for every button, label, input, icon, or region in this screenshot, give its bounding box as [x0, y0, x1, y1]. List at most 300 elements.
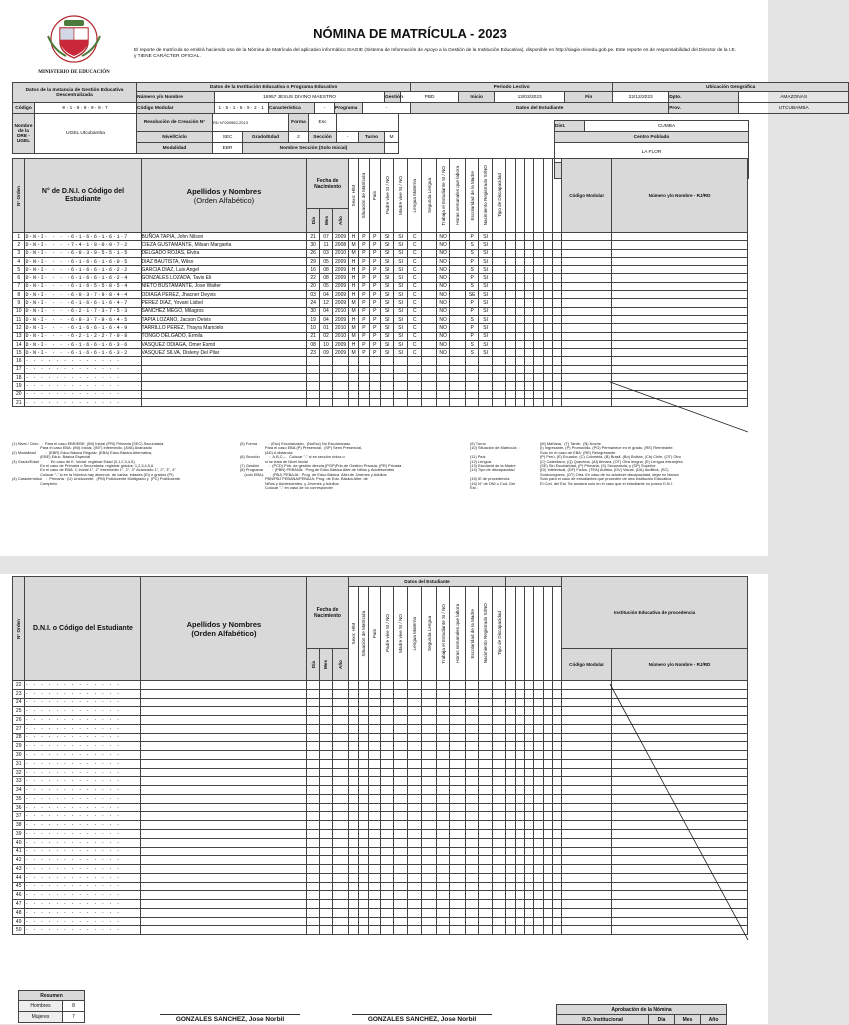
blank-cell [492, 733, 506, 742]
student-dni: · · · · · · · · · · · · · [25, 716, 141, 725]
blank-cell [506, 689, 515, 698]
procedencia-nombre [612, 315, 748, 323]
blank-cell [407, 742, 422, 751]
blank-cell [319, 856, 332, 865]
blank-cell [506, 241, 515, 249]
blank-cell [348, 751, 358, 760]
blank-cell [319, 382, 332, 390]
blank-cell [492, 324, 505, 332]
birth-year: 2010 [333, 324, 349, 332]
centro-label: Centro Poblado [555, 132, 749, 143]
blank-cell [465, 865, 478, 874]
blank-cell [506, 390, 515, 398]
student-hor [450, 349, 466, 357]
row-number: 31 [13, 759, 25, 768]
blank-cell [348, 365, 358, 373]
blank-cell [348, 847, 358, 856]
blank-cell [492, 332, 505, 340]
blank-cell [369, 374, 380, 382]
blank-cell [492, 266, 505, 274]
blank-cell [407, 908, 422, 917]
student-seg [422, 340, 437, 348]
blank-cell [394, 891, 407, 900]
blank-cell [348, 803, 358, 812]
blank-cell [450, 891, 466, 900]
birth-month: 12 [319, 299, 332, 307]
blank-cell [422, 689, 437, 698]
blank-cell [407, 821, 422, 830]
procedencia-nombre [612, 349, 748, 357]
blank-cell [359, 856, 369, 865]
blank-cell [307, 882, 319, 891]
blank-cell [515, 266, 524, 274]
blank-cell [524, 698, 533, 707]
blank-cell [307, 357, 319, 365]
blank-cell [141, 365, 307, 373]
blank-cell [436, 724, 449, 733]
row-number: 10 [13, 307, 25, 315]
procedencia-codigo [562, 324, 612, 332]
blank-cell [359, 357, 369, 365]
blank-cell [307, 865, 319, 874]
blank-cell [543, 917, 552, 926]
blank-cell [543, 698, 552, 707]
student-mad: SI [394, 315, 407, 323]
blank-cell [506, 838, 515, 847]
blank-cell [492, 398, 505, 406]
blank-cell [450, 786, 466, 795]
blank-cell [333, 847, 349, 856]
aprobacion-heading: Aprobación de la Nómina [557, 1005, 727, 1015]
blank-cell [141, 838, 307, 847]
student-tra: NO [436, 257, 449, 265]
ie-turno-value: M [385, 132, 399, 143]
blank-cell [465, 689, 478, 698]
blank-cell [552, 742, 561, 751]
blank-cell [543, 357, 552, 365]
blank-cell [479, 865, 492, 874]
blank-cell [307, 382, 319, 390]
student-pad: SI [380, 233, 393, 241]
blank-cell [407, 847, 422, 856]
blank-cell [552, 374, 561, 382]
blank-cell [515, 724, 524, 733]
student-mad: SI [394, 249, 407, 257]
blank-cell [543, 266, 552, 274]
blank-cell [359, 681, 369, 690]
blank-cell [543, 847, 552, 856]
student-sit: P [359, 324, 369, 332]
blank-cell [141, 777, 307, 786]
blank-cell [552, 299, 561, 307]
student-dni: · · · · · · · · · · · · · [25, 751, 141, 760]
blank-cell [333, 751, 349, 760]
student-hor [450, 324, 466, 332]
blank-cell [492, 812, 506, 821]
birth-year: 2010 [333, 332, 349, 340]
student-dni: · · · · · · · · · · · · · [25, 365, 141, 373]
blank-cell [543, 365, 552, 373]
student-dni: · · · · · · · · · · · · · [25, 733, 141, 742]
blank-cell [515, 891, 524, 900]
procedencia-codigo [562, 249, 612, 257]
student-name: TARRILLO PEREZ, Thayra Maricielo [141, 324, 307, 332]
student-s: M [348, 249, 358, 257]
blank-cell [506, 716, 515, 725]
blank-cell [492, 917, 506, 926]
ie-numero-label: Número y/o Nombre [137, 92, 215, 103]
blank-cell [506, 249, 515, 257]
blank-cell [534, 315, 543, 323]
student-dni: · · · · · · · · · · · · · [25, 681, 141, 690]
blank-cell [492, 233, 505, 241]
blank-cell [394, 398, 407, 406]
blank-cell [450, 733, 466, 742]
student-dni: · · · · · · · · · · · · · [25, 742, 141, 751]
blank-cell [307, 803, 319, 812]
blank-cell [359, 917, 369, 926]
blank-cell [307, 724, 319, 733]
blank-cell [534, 291, 543, 299]
blank-cell [492, 716, 506, 725]
blank-cell [450, 390, 466, 398]
col-dni: N° de D.N.I. o Código del Estudiante [25, 159, 141, 233]
blank-cell [562, 838, 612, 847]
notes-col-4: (M) Mañana, (T) Tarde, (N) Noche (I) Ingresante, (P) Promovido, (PG) Permanece en el grado, (RE) Reentrante. Solo en el caso de EBA: (RE) Reingresante (P) Perú, (E) Ecuador, (C) Colombia, (B) Brasil, (Bo) Bolivia, (Ch) Chile, (OT) Otro (C) Castellano, (Q) Quechua, (AI) Aimara, (OT) Otra lengua, (E) Lengua extranjera. (SE) Sin Escolaridad, (P) Primaria, (S) Secundaria, y (SP) Superior (DI) Intelectual, (DF) Física, (TEA) Autista, (DV) Visual, (DA) Auditiva, (SC) Sordoceguera, (OT) Otra. En caso de no adolecer discapacidad, dejar en blanco Solo para el caso de estudiantes que proceden de otra Institución Educativa El Cód. del Est. Se anotará solo en el caso que el estudiante no posea D.N.I. [540, 441, 684, 486]
blank-cell [436, 830, 449, 839]
blank-cell [479, 830, 492, 839]
col2-datos: Datos del Estudiante [348, 577, 506, 587]
blank-cell [319, 812, 332, 821]
blank-cell [369, 917, 380, 926]
blank-cell [492, 299, 505, 307]
blank-cell [524, 759, 533, 768]
student-dni: · · · · · · · · · · · · · [25, 882, 141, 891]
blank-cell [422, 742, 437, 751]
blank-cell [436, 698, 449, 707]
blank-cell [348, 838, 358, 847]
ie-modalidad-label: Modalidad [137, 143, 213, 154]
blank-cell [492, 873, 506, 882]
student-nac: SI [479, 291, 492, 299]
blank-cell [534, 830, 543, 839]
blank-cell [394, 374, 407, 382]
dpto-value: AMAZONAS [739, 92, 849, 103]
student-tra: NO [436, 266, 449, 274]
row-number: 8 [13, 291, 25, 299]
procedencia-codigo [562, 241, 612, 249]
blank-cell [479, 382, 492, 390]
blank-cell [465, 830, 478, 839]
ie-gestion-value: PBD [401, 92, 459, 103]
birth-month: 04 [319, 307, 332, 315]
blank-cell [492, 724, 506, 733]
blank-cell [515, 847, 524, 856]
student-sit: P [359, 282, 369, 290]
blank-cell [319, 716, 332, 725]
blank-cell [515, 307, 524, 315]
student-dni: · · · · · · · · · · · · · [25, 698, 141, 707]
blank-cell [141, 803, 307, 812]
blank-cell [534, 266, 543, 274]
student-dni: · · · · · · · · · · · · · [25, 803, 141, 812]
blank-cell [492, 821, 506, 830]
student-name: GARCIA DIAZ, Luis Angel [141, 266, 307, 274]
ie-programa-label: Programa [335, 103, 363, 114]
blank-cell [407, 856, 422, 865]
blank-cell [534, 733, 543, 742]
blank-cell [407, 882, 422, 891]
blank-cell [524, 847, 533, 856]
blank-cell [506, 856, 515, 865]
blank-cell [348, 865, 358, 874]
birth-day: 24 [307, 299, 319, 307]
blank-cell [348, 908, 358, 917]
blank-cell [436, 794, 449, 803]
blank-cell [492, 382, 505, 390]
ministry-name: MINISTERIO DE EDUCACIÓN [38, 70, 110, 75]
blank-cell [333, 838, 349, 847]
birth-day: 20 [307, 282, 319, 290]
blank-cell [407, 794, 422, 803]
blank-cell [307, 821, 319, 830]
student-s: H [348, 274, 358, 282]
student-mad: SI [394, 291, 407, 299]
student-dni: · · · · · · · · · · · · · [25, 759, 141, 768]
blank-cell [319, 900, 332, 909]
blank-cell [450, 742, 466, 751]
aprobacion-anio: Año [701, 1015, 727, 1025]
blank-cell [492, 374, 505, 382]
instancia-heading: Datos de la Instancia de Gestión Educativa Descentralizada [13, 83, 137, 103]
blank-cell [515, 821, 524, 830]
student-dni: · · · · · · · · · · · · · [25, 856, 141, 865]
birth-year: 2009 [333, 282, 349, 290]
blank-cell [552, 689, 561, 698]
student-dni: D·N·I· · · ·6·2·1·7·3·7·5·3 [25, 307, 141, 315]
blank-cell [333, 830, 349, 839]
blank-cell [333, 742, 349, 751]
procedencia-nombre [612, 299, 748, 307]
blank-cell [348, 357, 358, 365]
blank-cell [394, 838, 407, 847]
student-dni: · · · · · · · · · · · · · [25, 838, 141, 847]
blank-cell [319, 847, 332, 856]
blank-cell [141, 751, 307, 760]
blank-cell [534, 742, 543, 751]
row-number: 18 [13, 374, 25, 382]
blank-cell [407, 382, 422, 390]
row-number: 23 [13, 689, 25, 698]
blank-cell [450, 856, 466, 865]
procedencia-nombre [612, 291, 748, 299]
blank-cell [422, 908, 437, 917]
blank-cell [407, 398, 422, 406]
blank-cell [524, 382, 533, 390]
student-pad: SI [380, 332, 393, 340]
blank-cell [506, 307, 515, 315]
blank-cell [380, 908, 393, 917]
blank-cell [515, 759, 524, 768]
student-name: DIAZ BAUTISTA, Wilso [141, 257, 307, 265]
blank-cell [307, 777, 319, 786]
blank-cell [524, 900, 533, 909]
blank-cell [333, 382, 349, 390]
student-mad: SI [394, 332, 407, 340]
student-name: SANCHEZ MEGO, Milagros [141, 307, 307, 315]
blank-cell [407, 865, 422, 874]
blank-cell [319, 926, 332, 935]
blank-cell [319, 838, 332, 847]
birth-year: 2008 [333, 241, 349, 249]
blank-cell [534, 873, 543, 882]
student-dni: · · · · · · · · · · · · · [25, 357, 141, 365]
blank-cell [380, 716, 393, 725]
blank-cell [465, 891, 478, 900]
blank-cell [450, 374, 466, 382]
blank-cell [380, 681, 393, 690]
student-esc: S [465, 249, 478, 257]
student-hor [450, 266, 466, 274]
blank-cell [394, 882, 407, 891]
ie-programa-value: - [363, 103, 411, 114]
row-number: 47 [13, 900, 25, 909]
table-row [13, 324, 748, 332]
blank-cell [552, 291, 561, 299]
student-nac: SI [479, 307, 492, 315]
student-dni: · · · · · · · · · · · · · [25, 873, 141, 882]
blank-cell [319, 681, 332, 690]
blank-cell [515, 241, 524, 249]
blank-cell [492, 926, 506, 935]
row-number: 21 [13, 398, 25, 406]
blank-cell [369, 891, 380, 900]
student-seg [422, 299, 437, 307]
blank-cell [562, 759, 612, 768]
blank-cell [359, 768, 369, 777]
blank-cell [141, 707, 307, 716]
blank-cell [380, 847, 393, 856]
table-row [13, 291, 748, 299]
blank-cell [407, 716, 422, 725]
aprobacion-dia: Día [649, 1015, 675, 1025]
row-number: 9 [13, 299, 25, 307]
blank-cell [450, 777, 466, 786]
student-len: C [407, 233, 422, 241]
blank-cell [534, 768, 543, 777]
student-tra: NO [436, 315, 449, 323]
blank-cell [552, 249, 561, 257]
blank-cell [422, 707, 437, 716]
student-esc: SE [465, 291, 478, 299]
blank-cell [450, 759, 466, 768]
blank-cell [506, 698, 515, 707]
blank-cell [552, 266, 561, 274]
row-number: 26 [13, 716, 25, 725]
student-nac: SI [479, 241, 492, 249]
row-number: 43 [13, 865, 25, 874]
blank-cell [369, 777, 380, 786]
blank-cell [506, 681, 515, 690]
procedencia-nombre [612, 249, 748, 257]
blank-cell [422, 830, 437, 839]
blank-cell [515, 917, 524, 926]
birth-month: 04 [319, 315, 332, 323]
blank-cell [422, 882, 437, 891]
blank-cell [524, 274, 533, 282]
blank-cell [359, 382, 369, 390]
blank-cell [465, 365, 478, 373]
col-madre: Madre vive SI / NO [394, 159, 407, 233]
blank-cell [506, 812, 515, 821]
blank-cell [515, 873, 524, 882]
blank-cell [534, 299, 543, 307]
blank-cell [394, 926, 407, 935]
student-sit: P [359, 299, 369, 307]
blank-cell [319, 751, 332, 760]
blank-cell [394, 707, 407, 716]
blank-cell [319, 759, 332, 768]
row-number: 39 [13, 830, 25, 839]
instancia-nombre-label: Nombre de la DRE - UGEL [13, 114, 35, 154]
blank-cell [407, 917, 422, 926]
blank-cell [450, 698, 466, 707]
blank-cell [562, 357, 612, 365]
blank-cell [369, 786, 380, 795]
blank-cell [333, 777, 349, 786]
row-number: 20 [13, 390, 25, 398]
student-len: C [407, 257, 422, 265]
blank-cell [436, 873, 449, 882]
student-seg [422, 241, 437, 249]
procedencia-codigo [562, 274, 612, 282]
blank-cell [492, 759, 506, 768]
blank-cell [450, 768, 466, 777]
blank-cell [534, 838, 543, 847]
blank-cell [492, 856, 506, 865]
student-pais: P [369, 307, 380, 315]
student-s: H [348, 291, 358, 299]
blank-cell [552, 698, 561, 707]
blank-cell [562, 390, 612, 398]
row-number: 13 [13, 332, 25, 340]
blank-cell [422, 865, 437, 874]
blank-cell [524, 390, 533, 398]
blank-cell [333, 689, 349, 698]
blank-cell [524, 324, 533, 332]
student-s: H [348, 315, 358, 323]
blank-cell [359, 926, 369, 935]
blank-cell [524, 733, 533, 742]
blank-cell [515, 315, 524, 323]
student-sit: P [359, 340, 369, 348]
blank-cell [422, 926, 437, 935]
blank-cell [562, 382, 612, 390]
blank-cell [141, 830, 307, 839]
blank-cell [492, 742, 506, 751]
student-name: DELGADO ROJAS, Elvira [141, 249, 307, 257]
blank-cell [562, 374, 612, 382]
col2-dni: D.N.I. o Código del Estudiante [25, 577, 141, 681]
blank-cell [492, 838, 506, 847]
table-row [13, 374, 748, 382]
student-dni: · · · · · · · · · · · · · [25, 812, 141, 821]
student-name: ODIAGA PEREZ, Jhacner Deyvis [141, 291, 307, 299]
procedencia-codigo [562, 340, 612, 348]
blank-cell [359, 847, 369, 856]
blank-cell [450, 847, 466, 856]
blank-cell [333, 891, 349, 900]
